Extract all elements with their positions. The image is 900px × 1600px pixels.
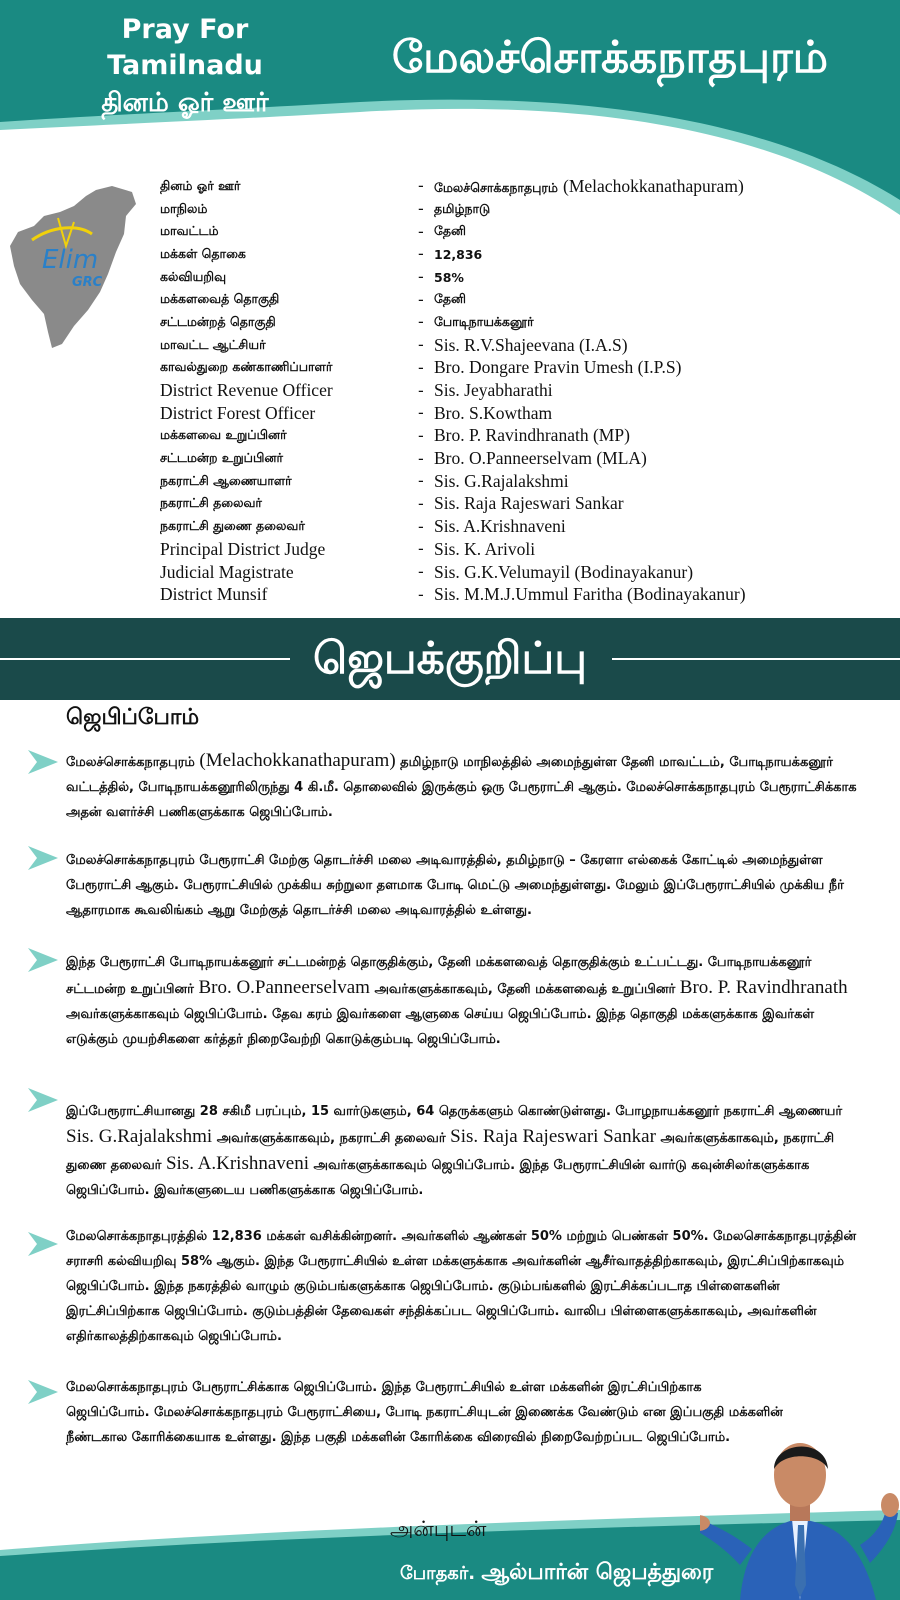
- para-english: Bro. P. Ravindhranath: [679, 977, 848, 998]
- info-dash: -: [418, 267, 424, 288]
- arrow-bullet-icon: [28, 1088, 58, 1112]
- info-dash: -: [418, 584, 424, 605]
- info-value: Bro. O.Panneerselvam (MLA): [434, 448, 647, 469]
- info-row: [160, 538, 890, 561]
- info-dash: -: [418, 425, 424, 446]
- info-row: [160, 425, 890, 448]
- info-value: Sis. Jeyabharathi: [434, 380, 553, 401]
- arrow-bullet-icon: [28, 750, 58, 774]
- header-line2: தினம் ஓர் ஊர்: [101, 88, 269, 118]
- footer-regards: அன்புடன்: [390, 1517, 487, 1541]
- info-row: [160, 243, 890, 266]
- info-label: District Munsif: [160, 584, 268, 605]
- info-label: சட்டமன்றத் தொகுதி: [160, 313, 276, 329]
- info-row: [160, 334, 890, 357]
- para-english: Bro. O.Panneerselvam: [198, 977, 370, 998]
- info-value: Bro. S.Kowtham: [434, 402, 553, 423]
- prayer-paragraph: [66, 950, 866, 1052]
- para-english: Sis. A.Krishnaveni: [165, 1153, 309, 1174]
- map-shape-icon: [8, 182, 138, 352]
- info-label: தினம் ஓர் ஊர்: [160, 177, 241, 193]
- info-row: [160, 198, 890, 221]
- info-row: [160, 357, 890, 380]
- pastor-name: ஆல்பார்ன் ஜெபத்துரை: [481, 1560, 714, 1585]
- info-value: Sis. G.K.Velumayil (Bodinayakanur): [434, 561, 694, 582]
- info-label: காவல்துறை கண்காணிப்பாளர்: [160, 359, 333, 375]
- prayer-paragraph: [66, 848, 866, 923]
- para-text: இந்த பேரூராட்சி போடிநாயக்கனூர் சட்டமன்றத் தொகுதிக்கும், தேனி மக்களவைத் தொகுதிக்கும் உட்பட்டது. போடிநாயக்கனூர் சட்டமன்ற உறுப்பினர்: [66, 955, 812, 997]
- para-text: மேலசொக்கநாதபுரத்தில் 12,836 மக்கள் வசிக்கின்றனர். அவர்களில் ஆண்கள் 50% மற்றும் பெண்கள் 50%. மேலசொக்கநாதபுரத்தின் சராசரி கல்வியறிவு 58% ஆகும். இந்த பேரூராட்சியில் உள்ள மக்களுக்காக அவர்களின் ஆசீர்வாதத்திற்காகவும், இரட்சிப்பிற்காகவும் ஜெபிப்போம். இந்த நகரத்தில் வாழும் குடும்பங்களுக்காக ஜெபிப்போம். குடும்பங்களில் இரட்சிக்கப்படாத பிள்ளைகளின் இரட்சிப்பிற்காக ஜெபிப்போம். குடும்பத்தின் தேவைகள் சந்திக்கப்பட ஜெபிப்போம். வாலிப பிள்ளைகளுக்காகவும், அவர்களின் எதிர்காலத்திற்காகவும் ஜெபிப்போம்.: [66, 1229, 857, 1344]
- info-row: [160, 515, 890, 538]
- info-label: மக்களவைத் தொகுதி: [160, 291, 280, 307]
- prayer-band: [0, 618, 900, 700]
- info-table: [160, 175, 890, 606]
- para-text: மேலசொக்கநாதபுரம் பேரூராட்சிக்காக ஜெபிப்போம். இந்த பேரூராட்சியில் உள்ள மக்களின் இரட்சிப்பிற்காக ஜெபிப்போம். மேலச்சொக்கநாதபுரம் பேரூராட்சியை, போடி நகராட்சியுடன் இணைக்க வேண்டும் என இப்பகுதி மக்களின் நீண்டகால கோரிக்கையாக உள்ளது. இந்த பகுதி மக்களின் கோரிக்கை விரைவில் நிறைவேற்றப்பட ஜெபிப்போம்.: [66, 1380, 783, 1445]
- arrow-bullet-icon: [28, 846, 58, 870]
- info-value: Sis. G.Rajalakshmi: [434, 470, 569, 491]
- info-label: நகராட்சி தலைவர்: [160, 495, 262, 511]
- prayer-heading: ஜெபிப்போம்: [66, 705, 200, 730]
- info-dash: -: [418, 516, 424, 537]
- para-text: அவர்களுக்காகவும், நகராட்சி துணை தலைவர்: [66, 1131, 835, 1173]
- info-row: [160, 311, 890, 334]
- info-value: Sis. K. Arivoli: [434, 538, 536, 559]
- info-row: [160, 402, 890, 425]
- info-row: [160, 266, 890, 289]
- info-value: Sis. Raja Rajeswari Sankar: [434, 493, 624, 514]
- info-label: மாநிலம்: [160, 200, 208, 216]
- para-text: அவர்களுக்காகவும், நகராட்சி தலைவர்: [212, 1131, 451, 1146]
- info-value-ta: தமிழ்நாடு: [434, 200, 491, 216]
- map-logo-word: Elim: [42, 245, 99, 275]
- info-dash: -: [418, 357, 424, 378]
- prayer-paragraph: [66, 1224, 866, 1349]
- info-dash: -: [418, 244, 424, 265]
- pastor-photo: [700, 1415, 900, 1600]
- info-value: Sis. A.Krishnaveni: [434, 516, 566, 537]
- para-english: Sis. G.Rajalakshmi: [66, 1126, 213, 1147]
- para-text: தமிழ்நாடு மாநிலத்தில் அமைந்துள்ள தேனி மாவட்டம், போடிநாயக்கனூர் வட்டத்தில், போடிநாயக்கனூரிலிருந்து 4 கி.மீ. தொலைவில் இருக்கும் ஒரு பேரூராட்சி ஆகும். மேலச்சொக்கநாதபுரம் பேரூராட்சிக்காக அதன் வளர்ச்சி பணிகளுக்காக ஜெபிப்போம்.: [66, 755, 857, 820]
- prayer-paragraph: [66, 1099, 866, 1203]
- prayer-band-title: ஜெபக்குறிப்பு: [312, 633, 587, 684]
- info-row: [160, 583, 890, 606]
- para-text: அவர்களுக்காகவும், தேனி மக்களவைத் உறுப்பினர்: [369, 982, 680, 997]
- info-label: District Revenue Officer: [160, 380, 333, 401]
- info-label: Judicial Magistrate: [160, 561, 294, 582]
- para-english: (Melachokkanathapuram): [199, 750, 396, 771]
- info-dash: -: [418, 562, 424, 583]
- info-label: மக்களவை உறுப்பினர்: [160, 427, 287, 443]
- info-dash: -: [418, 448, 424, 469]
- info-dash: -: [418, 199, 424, 220]
- para-text: அவர்களுக்காகவும் ஜெபிப்போம். தேவ கரம் இவர்களை ஆளுகை செய்ய ஜெபிப்போம். இந்த தொகுதி மக்களுக்காக இவர்கள் எடுக்கும் முயற்சிகளை கர்த்தர் நிறைவேற்றி கொடுக்கும்படி ஜெபிப்போம்.: [66, 1007, 815, 1047]
- info-label: நகராட்சி ஆணையாளர்: [160, 472, 292, 488]
- info-dash: -: [418, 539, 424, 560]
- info-label: District Forest Officer: [160, 402, 316, 423]
- info-label: நகராட்சி துணை தலைவர்: [160, 518, 305, 534]
- arrow-bullet-icon: [28, 1380, 58, 1404]
- info-row: [160, 220, 890, 243]
- info-value: Sis. R.V.Shajeevana (I.A.S): [434, 334, 628, 355]
- info-dash: -: [418, 471, 424, 492]
- info-row: [160, 561, 890, 584]
- info-label: மக்கள் தொகை: [160, 245, 246, 261]
- info-dash: -: [418, 176, 424, 197]
- pastor-signature: [400, 1560, 713, 1588]
- info-value: (Melachokkanathapuram): [563, 175, 744, 196]
- info-value-ta: தேனி: [434, 291, 466, 307]
- info-dash: -: [418, 289, 424, 310]
- info-label: Principal District Judge: [160, 538, 326, 559]
- prayer-paragraph: [66, 748, 866, 825]
- info-value-ta: போடிநாயக்கனூர்: [434, 313, 534, 329]
- info-row: [160, 493, 890, 516]
- tamilnadu-map: [8, 182, 138, 352]
- para-text: இப்பேரூராட்சியானது 28 சகிமீ பரப்பும், 15 வார்டுகளும், 64 தெருக்களும் கொண்டுள்ளது. போழநாயக்கனூர் நகராட்சி ஆணையர்: [66, 1104, 843, 1119]
- info-value-ta: 12,836: [434, 246, 483, 262]
- para-text: அவர்களுக்காகவும் ஜெபிப்போம். இந்த பேரூராட்சியின் வார்டு கவுன்சிலர்களுக்காக ஜெபிப்போம். இவர்களுடைய பணிகளுக்காக ஜெபிப்போம்.: [66, 1158, 810, 1198]
- info-value-ta: மேலச்சொக்கநாதபுரம்: [434, 179, 558, 195]
- header-line1: Pray For Tamilnadu: [107, 14, 263, 81]
- info-row: [160, 288, 890, 311]
- info-dash: -: [418, 403, 424, 424]
- info-label: மாவட்ட ஆட்சியர்: [160, 336, 266, 352]
- arrow-bullet-icon: [28, 948, 58, 972]
- info-dash: -: [418, 221, 424, 242]
- info-row: [160, 447, 890, 470]
- prayer-paragraph: [66, 1375, 786, 1450]
- info-dash: -: [418, 312, 424, 333]
- info-value-ta: 58%: [434, 269, 464, 285]
- pastor-prefix: போதகர்.: [400, 1563, 476, 1584]
- info-dash: -: [418, 493, 424, 514]
- info-label: மாவட்டம்: [160, 223, 219, 239]
- para-text: மேலச்சொக்கநாதபுரம் பேரூராட்சி மேற்கு தொடர்ச்சி மலை அடிவாரத்தில், தமிழ்நாடு – கேரளா எல்கைக் கோட்டில் அமைந்துள்ள பேரூராட்சி ஆகும். பேரூராட்சியில் முக்கிய சுற்றுலா தளமாக போடி மெட்டு அமைந்துள்ளது. மேலும் இப்பேரூராட்சியில் முக்கிய நீர் ஆதாரமாக கூவலிங்கம் ஆறு மேற்குத் தொடர்ச்சி மலை அடிவாரத்தில் உள்ளது.: [66, 853, 844, 918]
- info-value-ta: தேனி: [434, 223, 466, 239]
- page-title: மேலச்சொக்கநாதபுரம்: [391, 32, 829, 83]
- info-row: [160, 379, 890, 402]
- info-dash: -: [418, 335, 424, 356]
- info-value: Bro. Dongare Pravin Umesh (I.P.S): [434, 357, 682, 378]
- info-row: [160, 470, 890, 493]
- para-english: Sis. Raja Rajeswari Sankar: [450, 1126, 656, 1147]
- info-value: Sis. M.M.J.Ummul Faritha (Bodinayakanur): [434, 584, 746, 605]
- info-row: [160, 175, 890, 198]
- info-label: கல்வியறிவு: [160, 268, 227, 284]
- para-text: மேலச்சொக்கநாதபுரம்: [66, 755, 200, 770]
- map-logo-sub: GRC: [72, 275, 103, 290]
- info-value: Bro. P. Ravindhranath (MP): [434, 425, 630, 446]
- info-label: சட்டமன்ற உறுப்பினர்: [160, 450, 284, 466]
- info-dash: -: [418, 380, 424, 401]
- header-tagline: [60, 12, 310, 122]
- arrow-bullet-icon: [28, 1232, 58, 1256]
